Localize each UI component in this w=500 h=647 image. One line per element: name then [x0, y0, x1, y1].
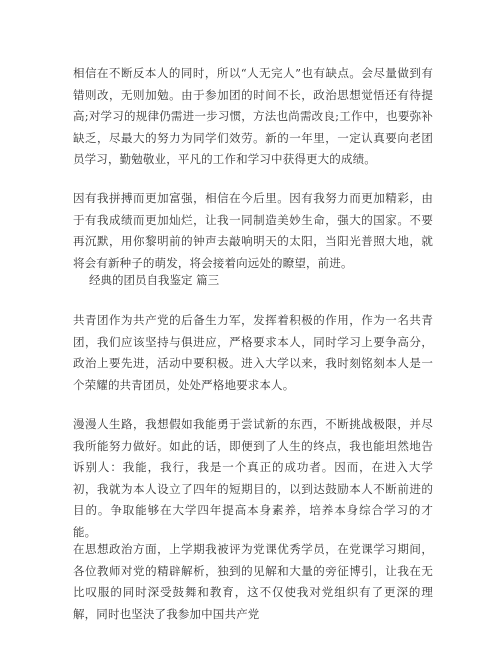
- body-paragraph: 相信在不断反本人的同时，所以“人无完人”也有缺点。会尽量做到有错则改，无则加勉。由于参加团的时间不长，政治思想觉悟还有待提高;对学习的规律仍需进一步习惯，方法也尚需改良;工作中，也要弥补缺乏，尽最大的努力为同学们效劳。新的一年里，一定认真要向老团员学习，勤勉敬业，平凡的工作和学习中获得更大的成绩。: [73, 66, 433, 166]
- body-paragraph: 共青团作为共产党的后备生力军，发挥着积极的作用，作为一名共青团，我们应该坚持与俱进应，严格要求本人，同时学习上要争高分，政治上要先进，活动中要积极。进入大学以来，我时刻铭刻本人是一个荣耀的共青团员，处处严格地要求本人。: [73, 313, 433, 392]
- body-paragraph: 因有我拼搏而更加富强，相信在今后里。因有我努力而更加精彩，由于有我成绩而更加灿烂，让我一同制造美妙生命，强大的国家。不要再沉默，用你黎明前的钟声去敲响明天的太阳，当阳光普照大地，就将会有新种子的萌发，将会接着向远处的瞭望，前进。: [73, 191, 433, 270]
- body-paragraph: 漫漫人生路，我想假如我能勇于尝试新的东西，不断挑战极限，并尽我所能努力做好。如此的话，即便到了人生的终点，我也能坦然地告诉别人：我能，我行，我是一个真正的成功者。因而，在进入大学初，我就为本人设立了四年的短期目的，以到达鼓励本人不断前进的目的。争取能够在大学四年提高本身素养，培养本身综合学习的才能。: [73, 417, 433, 539]
- body-paragraph: 在思想政治方面，上学期我被评为党课优秀学员，在党课学习期间，各位教师对党的精辟解析，独到的见解和大量的旁征博引，让我在无比叹服的同时深受鼓舞和教育，这不仅使我对党组织有了更深的理解，同时也坚決了我参加中国共产党: [73, 542, 433, 621]
- section-heading: 经典的团员自我鉴定 篇三: [89, 273, 220, 287]
